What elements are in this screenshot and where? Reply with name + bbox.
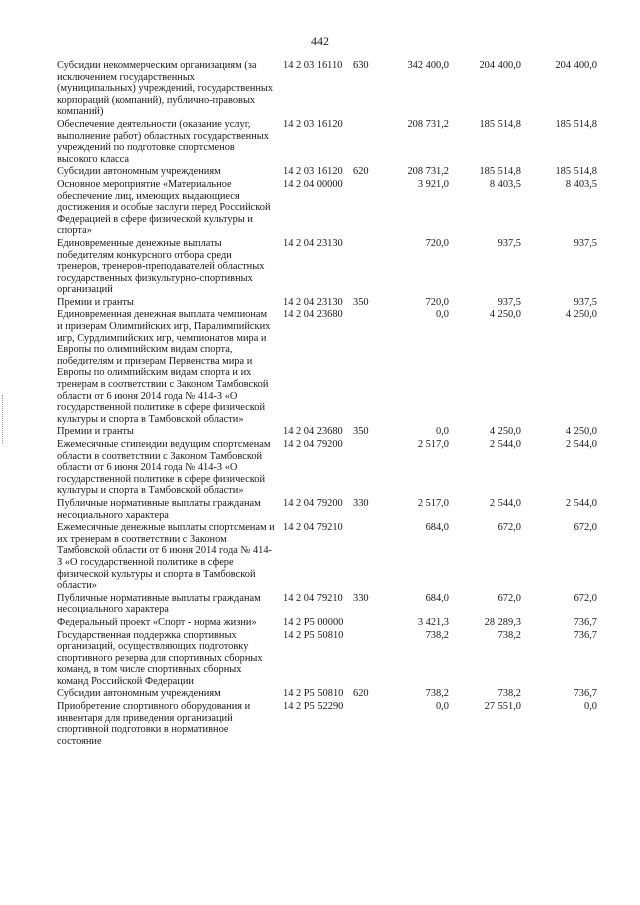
row-expense-type xyxy=(351,617,377,630)
row-value-year-1: 684,0 xyxy=(425,592,449,604)
row-name: Единовременные денежные выплаты победителям конкурсного отбора среди тренеров, тренеров-преподавателей областных государственных физкультурно-спортивных организаций xyxy=(57,237,265,296)
row-code: 14 2 P5 50810 xyxy=(283,688,344,700)
row-expense-type: 350 xyxy=(353,296,369,308)
row-code: 14 2 03 16110 xyxy=(283,60,343,71)
row-value-year-2: 185 514,8 xyxy=(479,166,521,178)
row-expense-type: 620 xyxy=(353,688,369,700)
budget-table xyxy=(57,60,597,748)
row-name: Субсидии некоммерческим организациям (за исключением государственных (муниципальных) учреждений, государственных корпораций (компаний), публично-правовых компаний) xyxy=(57,60,274,118)
row-value-year-3: 4 250,0 xyxy=(565,309,597,321)
row-code: 14 2 03 16120 xyxy=(283,118,343,130)
row-code: 14 2 04 79200 xyxy=(283,497,343,509)
table-row xyxy=(57,522,597,593)
row-value-year-1: 738,2 xyxy=(425,688,449,700)
row-expense-type xyxy=(351,439,377,498)
margin-mark xyxy=(2,395,5,443)
row-code: 14 2 04 79200 xyxy=(283,439,343,450)
row-value-year-3: 672,0 xyxy=(573,592,597,604)
row-value-year-1: 342 400,0 xyxy=(407,60,449,71)
row-name: Обеспечение деятельности (оказание услуг, выполнение работ) областных государственных учреждений по подготовке спортсменов высокого класса xyxy=(57,118,269,165)
row-value-year-1: 208 731,2 xyxy=(407,166,449,178)
table-row xyxy=(57,426,597,439)
row-name: Субсидии автономным учреждениям xyxy=(57,688,221,700)
row-value-year-2: 738,2 xyxy=(497,629,521,641)
row-value-year-2: 4 250,0 xyxy=(489,309,521,321)
row-name: Субсидии автономным учреждениям xyxy=(57,166,221,178)
row-code: 14 2 04 23130 xyxy=(283,237,343,249)
row-value-year-3: 8 403,5 xyxy=(565,178,597,190)
table-row xyxy=(57,297,597,310)
row-name: Единовременная денежная выплата чемпионам и призерам Олимпийских игр, Паралимпийских игр, Сурдлимпийских игр, чемпионатов мира и Европы по олимпийским видам спорта, победителям и призерам Первенства мира и Европы по олимпийским видам спорта и их тренерам в соответствии с Законом Тамбовской области от 6 июня 2014 года № 414-З «О государственной политике в сфере физической культуры и спорта в Тамбовской области» xyxy=(57,309,271,425)
row-value-year-3: 185 514,8 xyxy=(555,118,597,130)
table-row xyxy=(57,498,597,522)
row-value-year-2: 185 514,8 xyxy=(479,118,521,130)
row-value-year-3: 937,5 xyxy=(573,296,597,308)
row-value-year-3: 0,0 xyxy=(584,701,597,713)
row-value-year-1: 0,0 xyxy=(436,426,449,438)
row-value-year-3: 4 250,0 xyxy=(565,426,597,438)
row-expense-type: 330 xyxy=(353,592,369,604)
row-value-year-3: 2 544,0 xyxy=(565,439,597,450)
row-value-year-1: 208 731,2 xyxy=(407,118,449,130)
row-value-year-1: 720,0 xyxy=(425,237,449,249)
row-code: 14 2 P5 00000 xyxy=(283,616,344,628)
page-number: 442 xyxy=(311,34,329,48)
row-expense-type xyxy=(351,119,377,166)
row-value-year-2: 672,0 xyxy=(497,592,521,604)
row-value-year-2: 672,0 xyxy=(497,522,521,534)
row-name: Федеральный проект «Спорт - норма жизни» xyxy=(57,616,257,628)
table-row xyxy=(57,309,597,426)
row-value-year-2: 8 403,5 xyxy=(489,178,521,190)
row-value-year-1: 2 517,0 xyxy=(417,497,449,509)
row-value-year-2: 204 400,0 xyxy=(479,60,521,71)
row-name: Премии и гранты xyxy=(57,296,134,308)
row-value-year-1: 0,0 xyxy=(436,701,449,713)
row-name: Премии и гранты xyxy=(57,426,134,438)
row-code: 14 2 04 00000 xyxy=(283,178,343,190)
row-expense-type: 630 xyxy=(353,60,369,71)
row-value-year-2: 937,5 xyxy=(497,237,521,249)
row-value-year-3: 185 514,8 xyxy=(555,166,597,178)
row-expense-type: 620 xyxy=(353,166,369,178)
row-name: Публичные нормативные выплаты гражданам несоциального характера xyxy=(57,592,261,616)
row-value-year-3: 2 544,0 xyxy=(565,497,597,509)
row-code: 14 2 P5 50810 xyxy=(283,629,344,641)
row-expense-type xyxy=(351,238,377,297)
table-body xyxy=(57,60,597,748)
row-value-year-2: 738,2 xyxy=(497,688,521,700)
row-value-year-2: 4 250,0 xyxy=(489,426,521,438)
row-expense-type xyxy=(351,701,377,748)
table-row xyxy=(57,701,597,748)
row-value-year-1: 738,2 xyxy=(425,629,449,641)
row-value-year-1: 0,0 xyxy=(436,309,449,321)
row-value-year-3: 736,7 xyxy=(573,688,597,700)
row-code: 14 2 04 23680 xyxy=(283,426,343,438)
row-value-year-1: 3 921,0 xyxy=(417,178,449,190)
table-row xyxy=(57,630,597,689)
table-row xyxy=(57,439,597,498)
table-row xyxy=(57,617,597,630)
row-code: 14 2 03 16120 xyxy=(283,166,343,178)
row-value-year-3: 204 400,0 xyxy=(555,60,597,71)
row-expense-type xyxy=(351,630,377,689)
table-row xyxy=(57,179,597,238)
table-row xyxy=(57,166,597,179)
row-value-year-2: 2 544,0 xyxy=(489,497,521,509)
row-value-year-2: 27 551,0 xyxy=(484,701,521,713)
row-name: Государственная поддержка спортивных организаций, осуществляющих подготовку спортивного резерва для спортивных сборных команд, в том числе спортивных сборных команд Российской Федерации xyxy=(57,629,263,687)
table-row xyxy=(57,60,597,119)
row-value-year-2: 937,5 xyxy=(497,296,521,308)
row-expense-type: 350 xyxy=(353,426,369,438)
row-value-year-2: 2 544,0 xyxy=(489,439,521,450)
row-value-year-2: 28 289,3 xyxy=(484,616,521,628)
row-value-year-3: 672,0 xyxy=(573,522,597,534)
row-expense-type xyxy=(351,179,377,238)
table-row xyxy=(57,238,597,297)
row-code: 14 2 04 79210 xyxy=(283,592,343,604)
table-row xyxy=(57,593,597,617)
row-value-year-3: 736,7 xyxy=(573,629,597,641)
row-name: Ежемесячные стипендии ведущим спортсменам области в соответствии с Законом Тамбовской области от 6 июня 2014 года № 414-З «О государственной политике в сфере физической культуры и спорта в Тамбовской области» xyxy=(57,439,271,497)
row-value-year-3: 937,5 xyxy=(573,237,597,249)
row-name: Ежемесячные денежные выплаты спортсменам и их тренерам в соответствии с Законом Тамбовской области от 6 июня 2014 года № 414-З «О государственной политике в сфере физической культуры и спорта в Тамбовской области» xyxy=(57,522,275,592)
row-code: 14 2 04 23680 xyxy=(283,309,343,321)
row-name: Основное мероприятие «Материальное обеспечение лиц, имеющих выдающиеся достижения и особые заслуги перед Российской Федерацией в сфере физической культуры и спорта» xyxy=(57,178,271,237)
row-name: Приобретение спортивного оборудования и инвентаря для приведения организаций спортивной подготовки в нормативное состояние xyxy=(57,701,251,747)
row-value-year-1: 720,0 xyxy=(425,296,449,308)
row-expense-type xyxy=(351,522,377,593)
row-expense-type: 330 xyxy=(353,497,369,509)
row-value-year-1: 2 517,0 xyxy=(417,439,449,450)
row-expense-type xyxy=(351,309,377,426)
row-code: 14 2 P5 52290 xyxy=(283,701,344,713)
row-name: Публичные нормативные выплаты гражданам несоциального характера xyxy=(57,497,261,521)
row-value-year-1: 684,0 xyxy=(425,522,449,534)
row-code: 14 2 04 79210 xyxy=(283,522,343,534)
table-row xyxy=(57,688,597,701)
table-row xyxy=(57,119,597,166)
row-code: 14 2 04 23130 xyxy=(283,296,343,308)
row-value-year-1: 3 421,3 xyxy=(417,616,449,628)
row-value-year-3: 736,7 xyxy=(573,616,597,628)
